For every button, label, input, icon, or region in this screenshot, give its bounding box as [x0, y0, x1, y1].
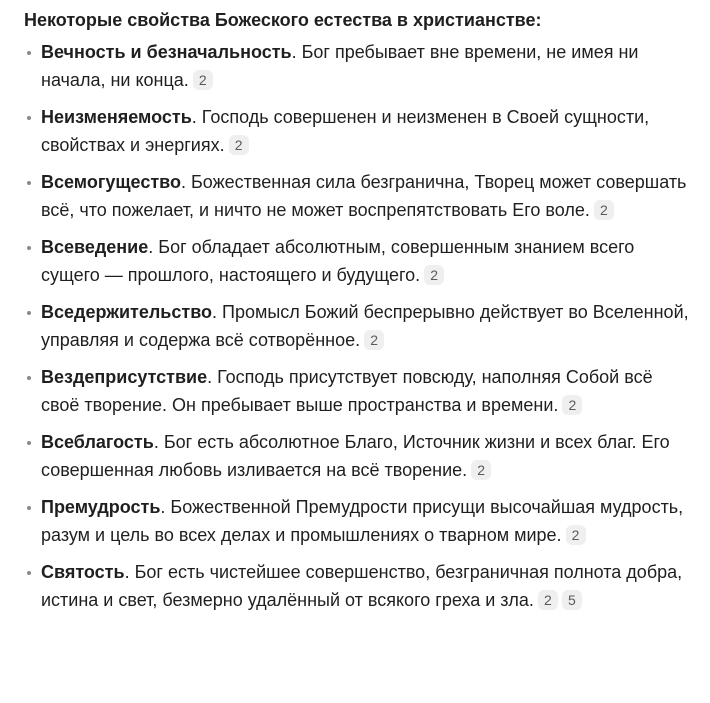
- bullet-icon: [27, 441, 31, 445]
- citation-group: [467, 460, 491, 480]
- item-term: Святость: [41, 562, 125, 582]
- list-heading: Некоторые свойства Божеского естества в христианстве:: [24, 10, 542, 30]
- item-description: . Бог есть чистейшее совершенство, безграничная полнота добра, истина и свет, безмерно удалённый от всякого греха и зла.: [41, 562, 683, 610]
- item-description: . Господь присутствует повсюду, наполняя Собой всё своё творение. Он пребывает выше пространства и времени.: [41, 367, 653, 415]
- list-item-7: [24, 429, 690, 484]
- list-item-1: [24, 39, 690, 94]
- citation-badge[interactable]: 2: [566, 525, 586, 545]
- item-description: . Бог есть абсолютное Благо, Источник жизни и всех благ. Его совершенная любовь изливается на всё творение.: [41, 432, 670, 480]
- citation-group: [189, 70, 213, 90]
- item-term: Всеблагость: [41, 432, 154, 452]
- citation-badge[interactable]: 2: [471, 460, 491, 480]
- item-description: . Промысл Божий беспрерывно действует во Вселенной, управляя и содержа всё сотворённое.: [41, 302, 689, 350]
- citation-badge[interactable]: 5: [562, 590, 582, 610]
- item-term: Неизменяемость: [41, 107, 192, 127]
- bullet-icon: [27, 116, 31, 120]
- citation-badge[interactable]: 2: [229, 135, 249, 155]
- citation-badge[interactable]: 2: [424, 265, 444, 285]
- citation-group: [360, 330, 384, 350]
- citation-badge[interactable]: 2: [594, 200, 614, 220]
- item-description: . Божественной Премудрости присущи высочайшая мудрость, разум и цель во всех делах и промышлениях о тварном мире.: [41, 497, 684, 545]
- citation-badge[interactable]: 2: [538, 590, 558, 610]
- item-description: . Божественная сила безгранична, Творец может совершать всё, что пожелает, и ничто не может воспрепятствовать Его воле.: [41, 172, 687, 220]
- citation-group: [534, 590, 582, 610]
- item-term: Премудрость: [41, 497, 161, 517]
- bullet-icon: [27, 311, 31, 315]
- item-description: . Бог обладает абсолютным, совершенным знанием всего сущего — прошлого, настоящего и будущего.: [41, 237, 635, 285]
- item-term: Вседержительство: [41, 302, 213, 322]
- citation-group: [225, 135, 249, 155]
- citation-badge[interactable]: 2: [562, 395, 582, 415]
- bullet-icon: [27, 376, 31, 380]
- list-item-3: [24, 169, 690, 224]
- citation-group: [420, 265, 444, 285]
- item-term: Всемогущество: [41, 172, 181, 192]
- list-item-8: [24, 494, 690, 549]
- citation-group: [558, 395, 582, 415]
- bullet-icon: [27, 181, 31, 185]
- item-description: . Господь совершенен и неизменен в Своей сущности, свойствах и энергиях.: [41, 107, 650, 155]
- list-item-9: [24, 559, 690, 614]
- item-description: . Бог пребывает вне времени, не имея ни начала, ни конца.: [41, 42, 639, 90]
- item-term: Вечность и безначальность: [41, 42, 292, 62]
- list-item-5: [24, 299, 690, 354]
- bullet-icon: [27, 51, 31, 55]
- bullet-icon: [27, 506, 31, 510]
- item-term: Всеведение: [41, 237, 149, 257]
- bullet-icon: [27, 571, 31, 575]
- citation-group: [562, 525, 586, 545]
- list-item-6: [24, 364, 690, 419]
- citation-badge[interactable]: 2: [364, 330, 384, 350]
- citation-group: [590, 200, 614, 220]
- citation-badge[interactable]: 2: [193, 70, 213, 90]
- list-item-4: [24, 234, 690, 289]
- bullet-icon: [27, 246, 31, 250]
- list-item-2: [24, 104, 690, 159]
- item-term: Вездеприсутствие: [41, 367, 208, 387]
- properties-list: [24, 39, 690, 614]
